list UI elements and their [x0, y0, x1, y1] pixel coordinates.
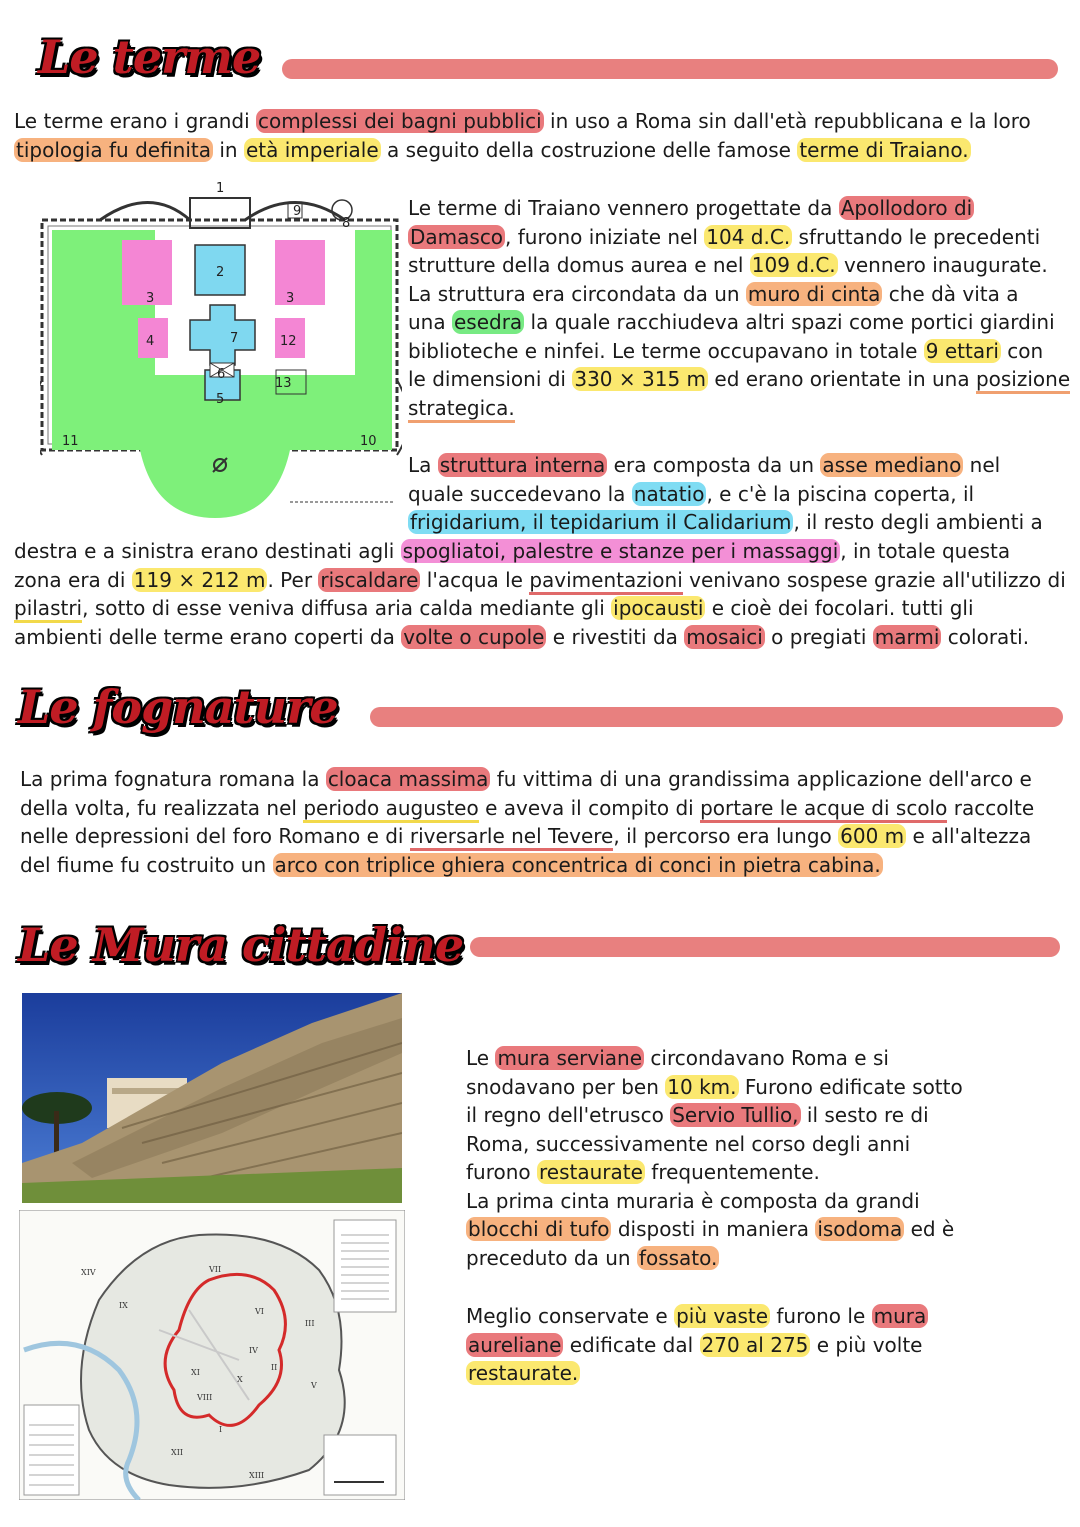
hl-spogliatoi: spogliatoi, palestre e stanze per i massaggi [402, 539, 839, 563]
plan-label-7: 7 [230, 331, 239, 346]
plan-label-1: 1 [216, 181, 225, 196]
plan-label-3a: 3 [146, 291, 155, 306]
hl-natatio: natatio [633, 481, 705, 506]
plan-label-6: 6 [217, 367, 226, 382]
plan-label-3b: 3 [286, 291, 295, 306]
plan-label-13: 13 [275, 376, 292, 391]
terme-paragraph-2-cont: destra e a sinistra erano destinati agli spogliatoi, palestre e stanze per i massaggi , in totale questa zona era di 119 × 212 m . Per riscaldare l'acqua le pavimentazioni venivano sospese grazie all'utilizzo di pilastri, sotto di esse veniva diffusa aria calda mediante gli ipocausti e cioè dei focolari. tutti gli ambienti delle terme erano coperti da volte o cupole e rivestiti da mosaici o pregiati marmi colorati. [14, 539, 1066, 649]
hl-servio-tullio: Servio Tullio, [672, 1103, 799, 1127]
plan-label-2: 2 [216, 265, 225, 280]
hl-damasco: Damasco [410, 224, 504, 249]
map-region-xiv: XIV [81, 1268, 96, 1277]
plan-label-4: 4 [146, 334, 155, 349]
hl-volte-cupole: volte o cupole [403, 624, 545, 649]
hl-terme-traiano: terme di Traiano. [799, 137, 969, 162]
hl-muro-cinta: muro di cinta [747, 281, 881, 306]
fognature-paragraph: La prima fognatura romana la cloaca massima fu vittima di una grandissima applicazione dell'arco e della volta, fu realizzata nel periodo augusteo e aveva il compito di portare le acque di scolo raccolte nelle depressioni del foro Romano e di riversarle nel Tevere, il percorso era lungo 600 m e all'altezza del fiume fu costruito un arco con triplice ghiera concentrica di conci in pietra cabina. [20, 767, 1035, 877]
hl-frigidarium: frigidarium, il tepidarium il Calidarium [410, 510, 792, 534]
hl-330x315: 330 × 315 m [574, 367, 707, 391]
mura-map [19, 1210, 405, 1500]
ul-strategica: strategica. [408, 396, 515, 423]
hl-fossato: fossato. [638, 1245, 718, 1270]
terme-paragraph-1: Le terme di Traiano vennero progettate da Apollodoro di Damasco , furono iniziate nel 104 d.C. sfruttando le precedenti strutture della domus aurea e nel 109 d.C. vennero inaugurate. La struttura era circondata da un muro di cinta che dà vita a una esedra la quale racchiudeva altri spazi come portici giardini biblioteche e ninfei. Le terme occupavano in totale 9 ettari con le dimensioni di 330 × 315 m ed erano orientate in una posizione strategica. [408, 194, 1070, 422]
hl-119x212: 119 × 212 m [133, 567, 266, 592]
hl-arco-triplice: arco con triplice ghiera concentrica di conci in pietra cabina. [274, 852, 881, 877]
mura-photo [22, 993, 402, 1203]
hl-apollodoro: Apollodoro di [840, 196, 973, 220]
map-region-iv: IV [249, 1346, 258, 1355]
ul-periodo-augusteo: periodo augusteo [303, 796, 478, 823]
map-region-i: I [219, 1425, 223, 1434]
map-region-xii: XII [171, 1448, 184, 1457]
terme-title: Le terme [38, 30, 261, 84]
hl-asse-mediano: asse mediano [822, 453, 962, 477]
mura-title: Le Mura cittadine [18, 918, 464, 972]
ul-acque-scolo: portare le acque di scolo [700, 796, 947, 823]
hl-109: 109 d.C. [751, 253, 836, 277]
hl-tipologia: tipologia fu definita [16, 137, 211, 162]
hl-marmi: marmi [874, 624, 940, 649]
plan-label-8: 8 [342, 216, 351, 231]
map-region-xiii: XIII [249, 1471, 265, 1480]
fognature-title-bar [370, 707, 1063, 727]
plan-label-11: 11 [62, 434, 79, 449]
hl-270-275: 270 al 275 [701, 1332, 809, 1357]
hl-esedra: esedra [453, 310, 523, 334]
mura-title-bar [470, 937, 1060, 957]
fognature-title: Le fognature [18, 680, 338, 734]
hl-restaurate: restaurate [539, 1160, 643, 1184]
hl-cloaca-massima: cloaca massima [327, 767, 489, 791]
hl-isodoma: isodoma [817, 1217, 903, 1241]
hl-mura: mura [873, 1304, 927, 1328]
plan-label-12: 12 [280, 334, 297, 349]
map-region-vi: VI [255, 1307, 264, 1316]
hl-9-ettari: 9 ettari [925, 338, 999, 363]
map-region-xi: XI [191, 1368, 200, 1377]
hl-blocchi-tufo: blocchi di tufo [468, 1217, 610, 1241]
map-region-vii: VII [209, 1265, 222, 1274]
hl-600m: 600 m [840, 824, 905, 848]
hl-mosaici: mosaici [686, 624, 763, 649]
mura-paragraph-1: Le mura serviane circondavano Roma e si snodavano per ben 10 km. Furono edificate sotto il regno dell'etrusco Servio Tullio, il sesto re di Roma, successivamente nel corso degli anni furono restaurate frequentemente. La prima cinta muraria è composta da grandi blocchi di tufo disposti in maniera isodoma ed è preceduto da un fossato. [466, 1046, 963, 1270]
mura-paragraph-2: Meglio conservate e più vaste furono le mura aureliane edificate dal 270 al 275 e più volte restaurate. [466, 1304, 927, 1385]
ul-pilastri: pilastri [14, 596, 82, 623]
hl-complessi: complessi dei bagni pubblici [258, 109, 542, 133]
map-region-v: V [311, 1381, 317, 1390]
hl-struttura-interna: struttura interna [439, 453, 606, 477]
plan-label-10: 10 [360, 434, 377, 449]
hl-104: 104 d.C. [706, 224, 791, 249]
hl-mura-serviane: mura serviane [497, 1046, 643, 1070]
map-region-iii: III [305, 1319, 315, 1328]
map-region-x: X [237, 1375, 243, 1384]
terme-intro: Le terme erano i grandi complessi dei bagni pubblici in uso a Roma sin dall'età repubblicana e la loro tipologia fu definita in età imperiale a seguito della costruzione delle famose terme di Traiano. [14, 109, 1031, 162]
map-region-ix: IX [119, 1301, 128, 1310]
hl-eta-imperiale: età imperiale [245, 137, 379, 162]
hl-10km: 10 km. [667, 1074, 737, 1099]
ul-posizione: posizione [976, 367, 1070, 394]
hl-riscaldare: riscaldare [320, 567, 419, 592]
terme-plan-figure [40, 180, 402, 525]
hl-piu-vaste: più vaste [676, 1304, 769, 1328]
ul-tevere: riversarle nel Tevere [410, 824, 614, 851]
plan-label-9: 9 [293, 204, 302, 219]
plan-label-5: 5 [216, 392, 225, 407]
map-region-viii: VIII [197, 1393, 213, 1402]
map-region-ii: II [271, 1363, 278, 1372]
hl-ipocausti: ipocausti [613, 596, 704, 620]
terme-title-bar [282, 59, 1058, 79]
terme-paragraph-2: La struttura interna era composta da un asse mediano nel quale succedevano la natatio , e c'è la piscina coperta, il frigidarium, il tepidarium il Calidarium , il resto degli ambienti a [408, 453, 1043, 534]
hl-restaurate-2: restaurate. [468, 1361, 579, 1385]
ul-pavimentazioni: pavimentazioni [529, 568, 682, 595]
hl-aureliane: aureliane [468, 1332, 562, 1357]
